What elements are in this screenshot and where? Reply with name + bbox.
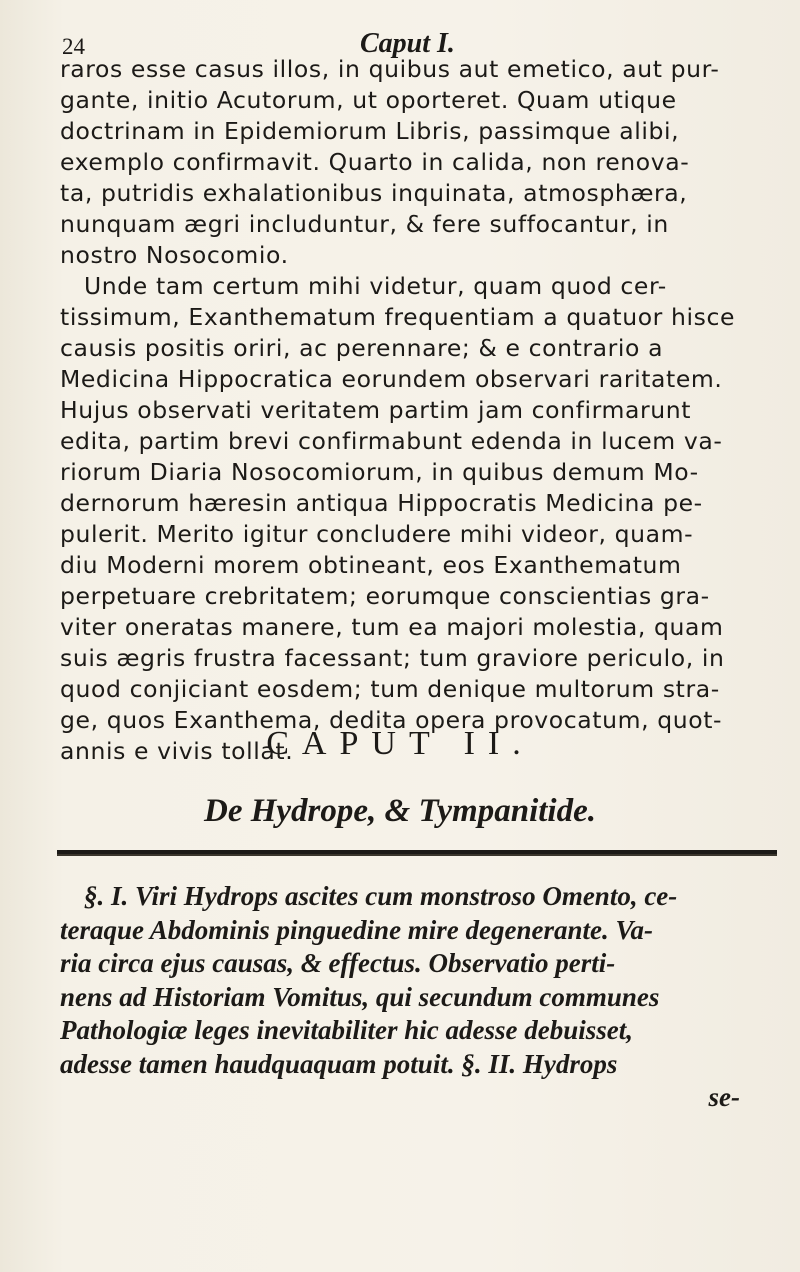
text-line: Medicina Hippocratica eorundem observari raritatem. (60, 365, 723, 393)
text-line: quod conjiciant eosdem; tum denique multorum stra- (60, 675, 720, 703)
section-line: teraque Abdominis pinguedine mire degenerante. Va- (60, 914, 654, 945)
text-line: dernorum hæresin antiqua Hippocratis Medicina pe- (60, 489, 703, 517)
body-paragraphs (60, 54, 780, 767)
text-line: causis positis oriri, ac perennare; & e contrario a (60, 334, 664, 362)
text-line: perpetuare crebritatem; eorumque conscientias gra- (60, 582, 710, 610)
page-number: 24 (62, 34, 85, 59)
text-line: riorum Diaria Nosocomiorum, in quibus demum Mo- (60, 458, 699, 486)
section-line: ria circa ejus causas, & effectus. Observatio perti- (60, 948, 616, 978)
text-line: exemplo confirmavit. Quarto in calida, non renova- (60, 148, 690, 176)
text-line: nostro Nosocomio. (60, 241, 289, 269)
text-line: ge, quos Exanthema, dedita opera provocatum, quot- (60, 706, 723, 734)
section-line: nens ad Historiam Vomitus, qui secundum communes (60, 981, 660, 1012)
section-line: adesse tamen haudquaquam potuit. §. II. Hydrops (60, 1048, 618, 1079)
text-line: nunquam ægri includuntur, & fere suffocantur, in (60, 210, 669, 238)
text-line: raros esse casus illos, in quibus aut emetico, aut pur- (60, 55, 720, 83)
chapter-title: CAPUT II. (266, 725, 534, 762)
section-summary (60, 880, 780, 1115)
text-line: ta, putridis exhalationibus inquinata, atmosphæra, (60, 179, 688, 207)
section-line: §. I. Viri Hydrops ascites cum monstroso Omento, ce- (84, 881, 678, 911)
text-line: gante, initio Acutorum, ut oporteret. Quam utique (60, 86, 677, 114)
text-line: annis e vivis tollat. (60, 737, 294, 765)
text-line: pulerit. Merito igitur concludere mihi videor, quam- (60, 520, 694, 548)
text-line: suis ægris frustra facessant; tum graviore periculo, in (60, 644, 725, 672)
text-line: Unde tam certum mihi videtur, quam quod cer- (84, 272, 667, 300)
ornamental-rule (57, 850, 777, 854)
section-line: Pathologiæ leges inevitabiliter hic adesse debuisset, (60, 1015, 633, 1045)
text-line: Hujus observati veritatem partim jam confirmarunt (60, 396, 692, 424)
text-line: edita, partim brevi confirmabunt edenda in lucem va- (60, 427, 723, 455)
text-line: doctrinam in Epidemiorum Libris, passimque alibi, (60, 117, 680, 145)
text-line: diu Moderni morem obtineant, eos Exanthematum (60, 551, 682, 579)
catchword: se- (708, 1082, 740, 1112)
running-head: Caput I. (360, 28, 455, 59)
text-line: viter oneratas manere, tum ea majori molestia, quam (60, 613, 724, 641)
chapter-subtitle: De Hydrope, & Tympanitide. (204, 793, 596, 829)
text-line: tissimum, Exanthematum frequentiam a quatuor hisce (60, 303, 736, 331)
